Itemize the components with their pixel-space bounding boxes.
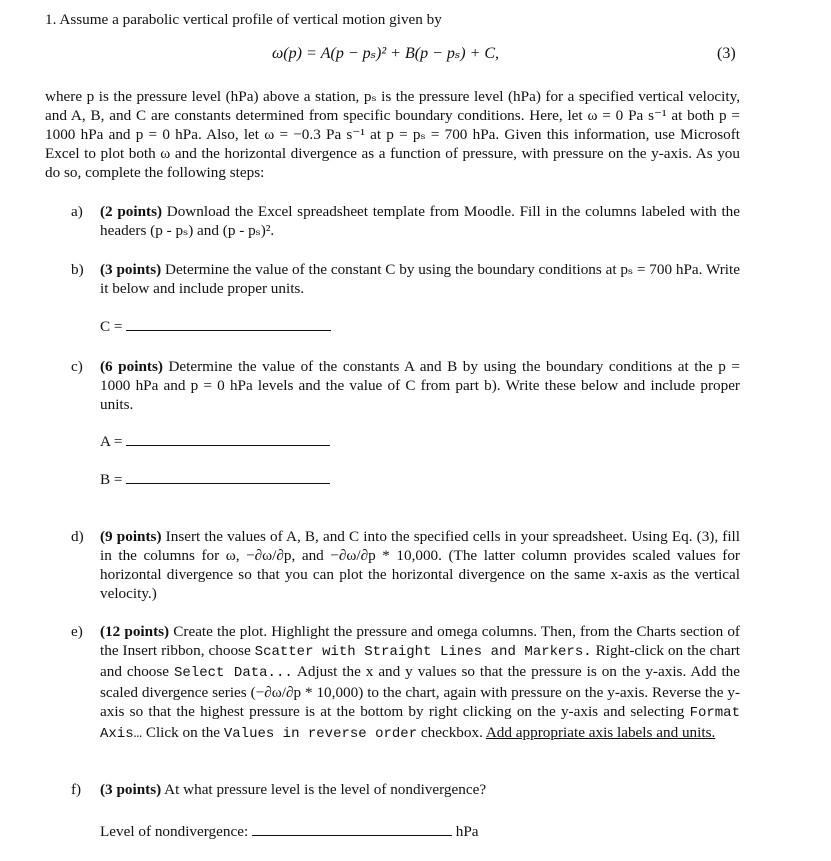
answer-c-field[interactable] bbox=[126, 316, 331, 331]
answer-b-label: B = bbox=[100, 471, 123, 488]
part-d-points: (9 points) bbox=[100, 528, 162, 545]
part-b-points: (3 points) bbox=[100, 261, 162, 278]
answer-c-row bbox=[100, 316, 331, 336]
part-b-label: b) bbox=[71, 261, 84, 278]
axis-labels-instruction: Add appropriate axis labels and units. bbox=[485, 724, 716, 741]
part-e-text-4: Click on the bbox=[142, 724, 224, 741]
part-e bbox=[71, 622, 740, 744]
answer-c-label: C = bbox=[100, 318, 123, 335]
part-a-label: a) bbox=[71, 203, 83, 220]
answer-b-row bbox=[100, 469, 330, 489]
nondivergence-label: Level of nondivergence: bbox=[100, 823, 249, 840]
nondivergence-row bbox=[100, 821, 479, 841]
part-d-label: d) bbox=[71, 528, 84, 545]
reverse-order-name: Values in reverse order bbox=[223, 726, 418, 742]
question-intro-line: Assume a parabolic vertical profile of vertical motion given by bbox=[59, 11, 442, 28]
answer-a-label: A = bbox=[100, 433, 123, 450]
part-e-text-1: Create the plot. Highlight the pressure and omega columns. Then, from the Charts section of the Insert ribbon, choose bbox=[100, 623, 740, 659]
equation: ω(p) = A(p − pₛ)² + B(p − pₛ) + C, bbox=[272, 45, 500, 62]
part-e-text-2: Right-click on the chart and choose bbox=[100, 642, 740, 680]
nondivergence-unit: hPa bbox=[455, 823, 479, 840]
part-c-text: Determine the value of the constants A and B by using the boundary conditions at the p = 1000 hPa and p = 0 hPa levels and the value of C from part b). Write these below and include proper units. bbox=[100, 358, 740, 413]
part-c-label: c) bbox=[71, 358, 83, 375]
part-e-points: (12 points) bbox=[100, 623, 170, 640]
intro-paragraph: where p is the pressure level (hPa) above a station, pₛ is the pressure level (hPa) for a specified vertical velocity, and A, B, and C are constants determined from specific boundary conditions. Here, let ω = 0 Pa s⁻¹ at both p = 1000 hPa and p = 0 hPa. Also, let ω = −0.3 Pa s⁻¹ at p = pₛ = 700 hPa. Given this information, use Microsoft Excel to plot both ω and the horizontal divergence as a function of pressure, with pressure on the y-axis. As you do so, complete the following steps: bbox=[45, 88, 740, 181]
part-f-label: f) bbox=[71, 781, 82, 798]
question-header bbox=[45, 10, 442, 29]
answer-a-row bbox=[100, 431, 330, 451]
part-b-text: Determine the value of the constant C by using the boundary conditions at pₛ = 700 hPa. Write it below and include proper units. bbox=[100, 261, 740, 297]
part-f-points: (3 points) bbox=[100, 781, 162, 798]
part-c bbox=[71, 357, 740, 414]
part-a-points: (2 points) bbox=[100, 203, 163, 220]
format-axis-name: Format Axis… bbox=[100, 705, 740, 742]
part-e-text-3: Adjust the x and y values so that the pressure is on the y-axis. Add the scaled divergence series (−∂ω/∂p * 10,000) to the chart, again with pressure on the y-axis. Reverse the y-axis so that the highest pressure is at the bottom by right clicking on the y-axis and selecting bbox=[100, 663, 740, 720]
part-f bbox=[71, 780, 740, 799]
question-number: 1. bbox=[45, 11, 57, 28]
part-d bbox=[71, 527, 740, 603]
chart-type-name: Scatter with Straight Lines and Markers. bbox=[254, 644, 592, 660]
part-a-text: Download the Excel spreadsheet template from Moodle. Fill in the columns labeled with the headers (p - pₛ) and (p - pₛ)². bbox=[100, 203, 740, 239]
select-data-name: Select Data... bbox=[173, 665, 293, 681]
part-a bbox=[71, 202, 740, 240]
nondivergence-field[interactable] bbox=[252, 821, 452, 836]
answer-b-field[interactable] bbox=[126, 469, 330, 484]
part-f-text: At what pressure level is the level of nondivergence? bbox=[161, 781, 487, 798]
equation-number: (3) bbox=[717, 45, 736, 62]
part-b bbox=[71, 260, 740, 298]
answer-a-field[interactable] bbox=[126, 431, 330, 446]
part-d-text: Insert the values of A, B, and C into the specified cells in your spreadsheet. Using Eq. (3), fill in the columns for ω, −∂ω/∂p, and −∂ω/∂p * 10,000. (The latter column provides scaled values for horizontal divergence so that you can plot the horizontal divergence on the same x-axis as the vertical velocity.) bbox=[100, 528, 740, 602]
part-e-text-5: checkbox. bbox=[417, 724, 486, 741]
part-e-label: e) bbox=[71, 623, 83, 640]
part-c-points: (6 points) bbox=[100, 358, 163, 375]
